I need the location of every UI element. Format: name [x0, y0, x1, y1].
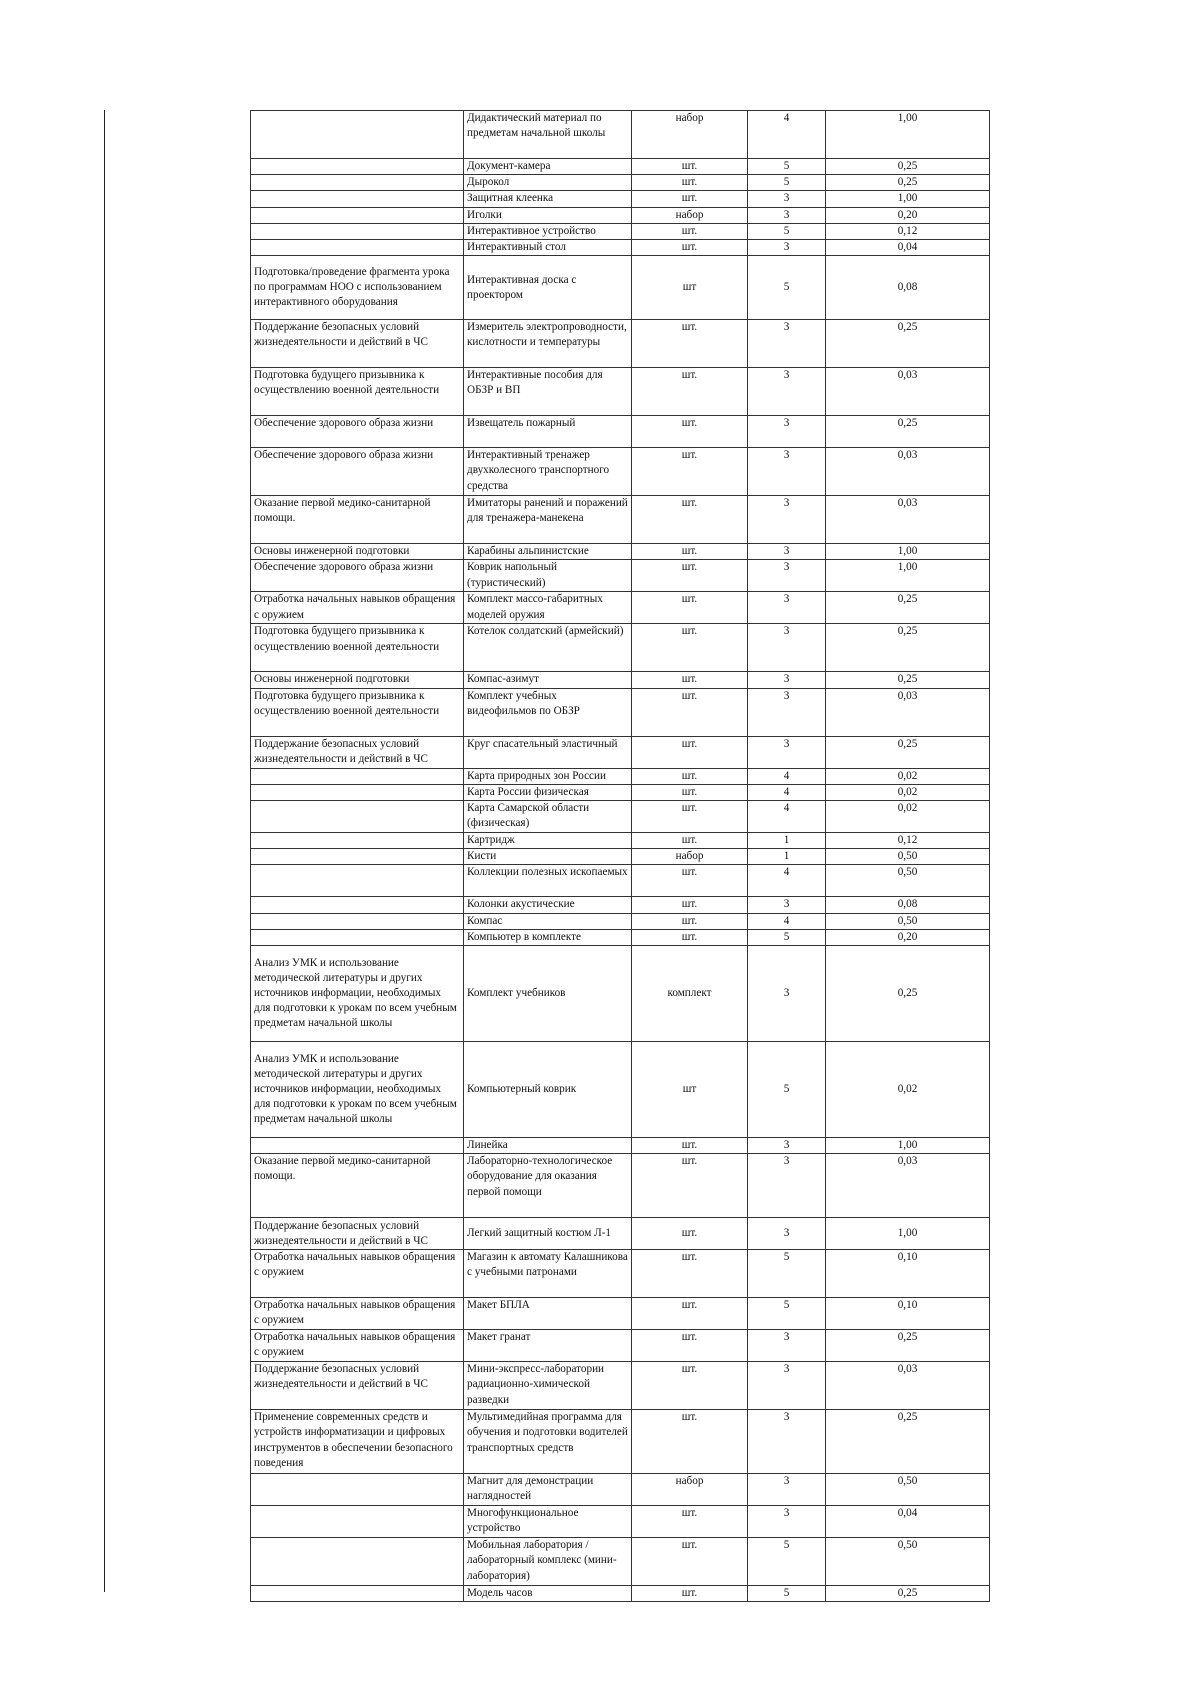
activity-cell: Обеспечение здорового образа жизни: [251, 560, 464, 592]
norm-cell: 0,25: [826, 736, 990, 768]
item-cell: Карабины альпинистские: [464, 544, 632, 560]
unit-cell: шт.: [632, 223, 748, 239]
item-cell: Защитная клеенка: [464, 191, 632, 207]
table-row: [251, 416, 990, 448]
item-cell: Котелок солдатский (армейский): [464, 624, 632, 672]
table-row: [251, 320, 990, 368]
activity-cell: [251, 191, 464, 207]
unit-cell: шт.: [632, 736, 748, 768]
quantity-cell: 4: [748, 801, 826, 833]
quantity-cell: 5: [748, 1538, 826, 1586]
unit-cell: шт.: [632, 1538, 748, 1586]
item-cell: Модель часов: [464, 1586, 632, 1602]
quantity-cell: 4: [748, 784, 826, 800]
activity-cell: [251, 784, 464, 800]
table-row: [251, 1330, 990, 1362]
quantity-cell: 3: [748, 191, 826, 207]
unit-cell: шт.: [632, 801, 748, 833]
table-row: [251, 1474, 990, 1506]
activity-cell: Поддержание безопасных условий жизнедеятельности и действий в ЧС: [251, 320, 464, 368]
norm-cell: 0,03: [826, 1154, 990, 1218]
activity-cell: Отработка начальных навыков обращения с оружием: [251, 1298, 464, 1330]
unit-cell: шт.: [632, 833, 748, 849]
quantity-cell: 5: [748, 223, 826, 239]
item-cell: Колонки акустические: [464, 897, 632, 913]
quantity-cell: 5: [748, 159, 826, 175]
norm-cell: 0,08: [826, 897, 990, 913]
item-cell: Лабораторно-технологическое оборудование для оказания первой помощи: [464, 1154, 632, 1218]
quantity-cell: 1: [748, 833, 826, 849]
activity-cell: [251, 1506, 464, 1538]
activity-cell: Оказание первой медико-санитарной помощи.: [251, 1154, 464, 1218]
norm-cell: 0,50: [826, 1538, 990, 1586]
table-row: [251, 913, 990, 929]
table-row: [251, 1042, 990, 1138]
quantity-cell: 3: [748, 736, 826, 768]
activity-cell: Обеспечение здорового образа жизни: [251, 416, 464, 448]
table-row: [251, 1218, 990, 1250]
unit-cell: шт.: [632, 1154, 748, 1218]
quantity-cell: 3: [748, 1410, 826, 1474]
table-row: [251, 175, 990, 191]
quantity-cell: 4: [748, 768, 826, 784]
activity-cell: [251, 111, 464, 159]
quantity-cell: 3: [748, 1506, 826, 1538]
item-cell: Карта России физическая: [464, 784, 632, 800]
item-cell: Компас: [464, 913, 632, 929]
table-row: [251, 448, 990, 496]
table-row: [251, 736, 990, 768]
page-margin-line: [104, 110, 105, 1592]
table-row: [251, 560, 990, 592]
activity-cell: Поддержание безопасных условий жизнедеятельности и действий в ЧС: [251, 1218, 464, 1250]
norm-cell: 0,20: [826, 207, 990, 223]
item-cell: Кисти: [464, 849, 632, 865]
unit-cell: шт.: [632, 624, 748, 672]
unit-cell: шт.: [632, 688, 748, 736]
norm-cell: 0,02: [826, 1042, 990, 1138]
norm-cell: 0,25: [826, 1410, 990, 1474]
norm-cell: 0,25: [826, 320, 990, 368]
norm-cell: 0,25: [826, 159, 990, 175]
quantity-cell: 5: [748, 1042, 826, 1138]
equipment-table: [250, 110, 990, 1602]
activity-cell: [251, 849, 464, 865]
item-cell: Комплект учебных видеофильмов по ОБЗР: [464, 688, 632, 736]
activity-cell: [251, 1474, 464, 1506]
item-cell: Макет гранат: [464, 1330, 632, 1362]
activity-cell: Подготовка/проведение фрагмента урока по программам НОО с использованием интерактивного оборудования: [251, 256, 464, 320]
table-row: [251, 768, 990, 784]
table-row: [251, 223, 990, 239]
item-cell: Дидактический материал по предметам начальной школы: [464, 111, 632, 159]
unit-cell: шт.: [632, 784, 748, 800]
activity-cell: [251, 1538, 464, 1586]
norm-cell: 0,10: [826, 1298, 990, 1330]
table-row: [251, 897, 990, 913]
item-cell: Комплект массо-габаритных моделей оружия: [464, 592, 632, 624]
item-cell: Линейка: [464, 1138, 632, 1154]
quantity-cell: 3: [748, 688, 826, 736]
activity-cell: Обеспечение здорового образа жизни: [251, 448, 464, 496]
unit-cell: шт.: [632, 320, 748, 368]
norm-cell: 0,10: [826, 1250, 990, 1298]
activity-cell: [251, 1586, 464, 1602]
table-row: [251, 784, 990, 800]
quantity-cell: 3: [748, 207, 826, 223]
norm-cell: 0,02: [826, 801, 990, 833]
norm-cell: 1,00: [826, 111, 990, 159]
norm-cell: 0,03: [826, 688, 990, 736]
table-row: [251, 1538, 990, 1586]
unit-cell: шт.: [632, 768, 748, 784]
activity-cell: [251, 865, 464, 897]
activity-cell: [251, 897, 464, 913]
norm-cell: 0,50: [826, 849, 990, 865]
norm-cell: 0,50: [826, 865, 990, 897]
quantity-cell: 3: [748, 592, 826, 624]
item-cell: Мини-экспресс-лаборатории радиационно-химической разведки: [464, 1362, 632, 1410]
unit-cell: набор: [632, 111, 748, 159]
norm-cell: 0,25: [826, 1330, 990, 1362]
norm-cell: 0,25: [826, 672, 990, 688]
norm-cell: 0,04: [826, 1506, 990, 1538]
unit-cell: шт.: [632, 1362, 748, 1410]
norm-cell: 0,50: [826, 1474, 990, 1506]
quantity-cell: 3: [748, 897, 826, 913]
unit-cell: шт.: [632, 672, 748, 688]
unit-cell: шт.: [632, 1218, 748, 1250]
unit-cell: шт.: [632, 240, 748, 256]
item-cell: Интерактивная доска с проектором: [464, 256, 632, 320]
unit-cell: шт: [632, 1042, 748, 1138]
norm-cell: 0,25: [826, 592, 990, 624]
norm-cell: 0,03: [826, 1362, 990, 1410]
item-cell: Картридж: [464, 833, 632, 849]
quantity-cell: 3: [748, 320, 826, 368]
item-cell: Многофункциональное устройство: [464, 1506, 632, 1538]
item-cell: Магнит для демонстрации наглядностей: [464, 1474, 632, 1506]
norm-cell: 0,25: [826, 624, 990, 672]
quantity-cell: 3: [748, 1362, 826, 1410]
table-row: [251, 1138, 990, 1154]
norm-cell: 0,12: [826, 833, 990, 849]
unit-cell: шт.: [632, 865, 748, 897]
activity-cell: [251, 929, 464, 945]
quantity-cell: 3: [748, 560, 826, 592]
item-cell: Интерактивный стол: [464, 240, 632, 256]
table-row: [251, 1410, 990, 1474]
activity-cell: [251, 768, 464, 784]
item-cell: Магазин к автомату Калашникова с учебными патронами: [464, 1250, 632, 1298]
unit-cell: шт.: [632, 191, 748, 207]
item-cell: Мобильная лаборатория / лабораторный комплекс (мини-лаборатория): [464, 1538, 632, 1586]
norm-cell: 1,00: [826, 1218, 990, 1250]
activity-cell: Основы инженерной подготовки: [251, 544, 464, 560]
item-cell: Карта природных зон России: [464, 768, 632, 784]
item-cell: Измеритель электропроводности, кислотности и температуры: [464, 320, 632, 368]
item-cell: Компас-азимут: [464, 672, 632, 688]
quantity-cell: 3: [748, 1474, 826, 1506]
table-row: [251, 801, 990, 833]
activity-cell: Подготовка будущего призывника к осуществлению военной деятельности: [251, 368, 464, 416]
norm-cell: 0,02: [826, 768, 990, 784]
item-cell: Интерактивный тренажер двухколесного транспортного средства: [464, 448, 632, 496]
norm-cell: 0,02: [826, 784, 990, 800]
norm-cell: 0,20: [826, 929, 990, 945]
activity-cell: [251, 801, 464, 833]
table-row: [251, 1298, 990, 1330]
unit-cell: шт.: [632, 592, 748, 624]
item-cell: Имитаторы ранений и поражений для тренажера-манекена: [464, 496, 632, 544]
item-cell: Коврик напольный (туристический): [464, 560, 632, 592]
quantity-cell: 5: [748, 1298, 826, 1330]
unit-cell: набор: [632, 1474, 748, 1506]
activity-cell: Отработка начальных навыков обращения с оружием: [251, 1250, 464, 1298]
table-row: [251, 496, 990, 544]
unit-cell: шт.: [632, 1298, 748, 1330]
quantity-cell: 5: [748, 929, 826, 945]
table-row: [251, 1154, 990, 1218]
unit-cell: шт.: [632, 897, 748, 913]
table-row: [251, 833, 990, 849]
quantity-cell: 3: [748, 1218, 826, 1250]
table-row: [251, 865, 990, 897]
activity-cell: Применение современных средств и устройств информатизации и цифровых инструментов в обеспечении безопасного поведения: [251, 1410, 464, 1474]
table-row: [251, 256, 990, 320]
table-row: [251, 207, 990, 223]
table-row: [251, 672, 990, 688]
quantity-cell: 3: [748, 946, 826, 1042]
quantity-cell: 3: [748, 1138, 826, 1154]
unit-cell: шт.: [632, 416, 748, 448]
unit-cell: шт.: [632, 1506, 748, 1538]
activity-cell: Отработка начальных навыков обращения с оружием: [251, 592, 464, 624]
table-row: [251, 624, 990, 672]
quantity-cell: 3: [748, 496, 826, 544]
activity-cell: [251, 223, 464, 239]
table-row: [251, 592, 990, 624]
item-cell: Комплект учебников: [464, 946, 632, 1042]
table-row: [251, 191, 990, 207]
quantity-cell: 3: [748, 544, 826, 560]
table-row: [251, 159, 990, 175]
item-cell: Круг спасательный эластичный: [464, 736, 632, 768]
unit-cell: шт.: [632, 1330, 748, 1362]
norm-cell: 0,25: [826, 946, 990, 1042]
item-cell: Легкий защитный костюм Л-1: [464, 1218, 632, 1250]
table-row: [251, 688, 990, 736]
norm-cell: 0,03: [826, 368, 990, 416]
quantity-cell: 3: [748, 1330, 826, 1362]
norm-cell: 1,00: [826, 1138, 990, 1154]
item-cell: Мультимедийная программа для обучения и подготовки водителей транспортных средств: [464, 1410, 632, 1474]
quantity-cell: 3: [748, 672, 826, 688]
item-cell: Документ-камера: [464, 159, 632, 175]
activity-cell: Оказание первой медико-санитарной помощи.: [251, 496, 464, 544]
quantity-cell: 4: [748, 111, 826, 159]
table-row: [251, 240, 990, 256]
norm-cell: 1,00: [826, 191, 990, 207]
quantity-cell: 3: [748, 416, 826, 448]
norm-cell: 0,04: [826, 240, 990, 256]
norm-cell: 0,25: [826, 1586, 990, 1602]
unit-cell: шт.: [632, 496, 748, 544]
item-cell: Макет БПЛА: [464, 1298, 632, 1330]
quantity-cell: 3: [748, 240, 826, 256]
quantity-cell: 3: [748, 448, 826, 496]
norm-cell: 0,03: [826, 448, 990, 496]
table-row: [251, 1586, 990, 1602]
unit-cell: шт.: [632, 560, 748, 592]
quantity-cell: 5: [748, 256, 826, 320]
quantity-cell: 4: [748, 865, 826, 897]
unit-cell: шт.: [632, 1138, 748, 1154]
quantity-cell: 1: [748, 849, 826, 865]
activity-cell: Подготовка будущего призывника к осуществлению военной деятельности: [251, 688, 464, 736]
item-cell: Интерактивное устройство: [464, 223, 632, 239]
table-row: [251, 368, 990, 416]
item-cell: Компьютер в комплекте: [464, 929, 632, 945]
table-row: [251, 1362, 990, 1410]
item-cell: Дырокол: [464, 175, 632, 191]
unit-cell: шт.: [632, 1410, 748, 1474]
unit-cell: шт.: [632, 175, 748, 191]
item-cell: Карта Самарской области (физическая): [464, 801, 632, 833]
unit-cell: шт.: [632, 913, 748, 929]
item-cell: Компьютерный коврик: [464, 1042, 632, 1138]
unit-cell: комплект: [632, 946, 748, 1042]
activity-cell: [251, 913, 464, 929]
norm-cell: 0,03: [826, 496, 990, 544]
table-row: [251, 849, 990, 865]
unit-cell: набор: [632, 207, 748, 223]
item-cell: Интерактивные пособия для ОБЗР и ВП: [464, 368, 632, 416]
unit-cell: набор: [632, 849, 748, 865]
table-row: [251, 1506, 990, 1538]
activity-cell: [251, 175, 464, 191]
item-cell: Иголки: [464, 207, 632, 223]
item-cell: Коллекции полезных ископаемых: [464, 865, 632, 897]
quantity-cell: 3: [748, 1154, 826, 1218]
unit-cell: шт.: [632, 159, 748, 175]
item-cell: Извещатель пожарный: [464, 416, 632, 448]
activity-cell: [251, 1138, 464, 1154]
activity-cell: Подготовка будущего призывника к осуществлению военной деятельности: [251, 624, 464, 672]
unit-cell: шт: [632, 256, 748, 320]
unit-cell: шт.: [632, 368, 748, 416]
norm-cell: 0,12: [826, 223, 990, 239]
quantity-cell: 5: [748, 175, 826, 191]
activity-cell: [251, 207, 464, 223]
norm-cell: 0,08: [826, 256, 990, 320]
table-row: [251, 544, 990, 560]
activity-cell: [251, 833, 464, 849]
activity-cell: [251, 240, 464, 256]
quantity-cell: 4: [748, 913, 826, 929]
table-body: [251, 111, 990, 1602]
norm-cell: 1,00: [826, 544, 990, 560]
table-row: [251, 1250, 990, 1298]
table-row: [251, 111, 990, 159]
quantity-cell: 3: [748, 368, 826, 416]
activity-cell: Основы инженерной подготовки: [251, 672, 464, 688]
unit-cell: шт.: [632, 448, 748, 496]
activity-cell: Поддержание безопасных условий жизнедеятельности и действий в ЧС: [251, 1362, 464, 1410]
norm-cell: 0,50: [826, 913, 990, 929]
unit-cell: шт.: [632, 929, 748, 945]
unit-cell: шт.: [632, 1250, 748, 1298]
norm-cell: 0,25: [826, 175, 990, 191]
activity-cell: Анализ УМК и использование методической литературы и других источников информации, необходимых для подготовки к урокам по всем учебным предметам начальной школы: [251, 1042, 464, 1138]
activity-cell: Поддержание безопасных условий жизнедеятельности и действий в ЧС: [251, 736, 464, 768]
quantity-cell: 5: [748, 1586, 826, 1602]
norm-cell: 0,25: [826, 416, 990, 448]
activity-cell: [251, 159, 464, 175]
activity-cell: Анализ УМК и использование методической литературы и других источников информации, необходимых для подготовки к урокам по всем учебным предметам начальной школы: [251, 946, 464, 1042]
unit-cell: шт.: [632, 544, 748, 560]
table-row: [251, 929, 990, 945]
unit-cell: шт.: [632, 1586, 748, 1602]
table-row: [251, 946, 990, 1042]
norm-cell: 1,00: [826, 560, 990, 592]
quantity-cell: 3: [748, 624, 826, 672]
activity-cell: Отработка начальных навыков обращения с оружием: [251, 1330, 464, 1362]
quantity-cell: 5: [748, 1250, 826, 1298]
